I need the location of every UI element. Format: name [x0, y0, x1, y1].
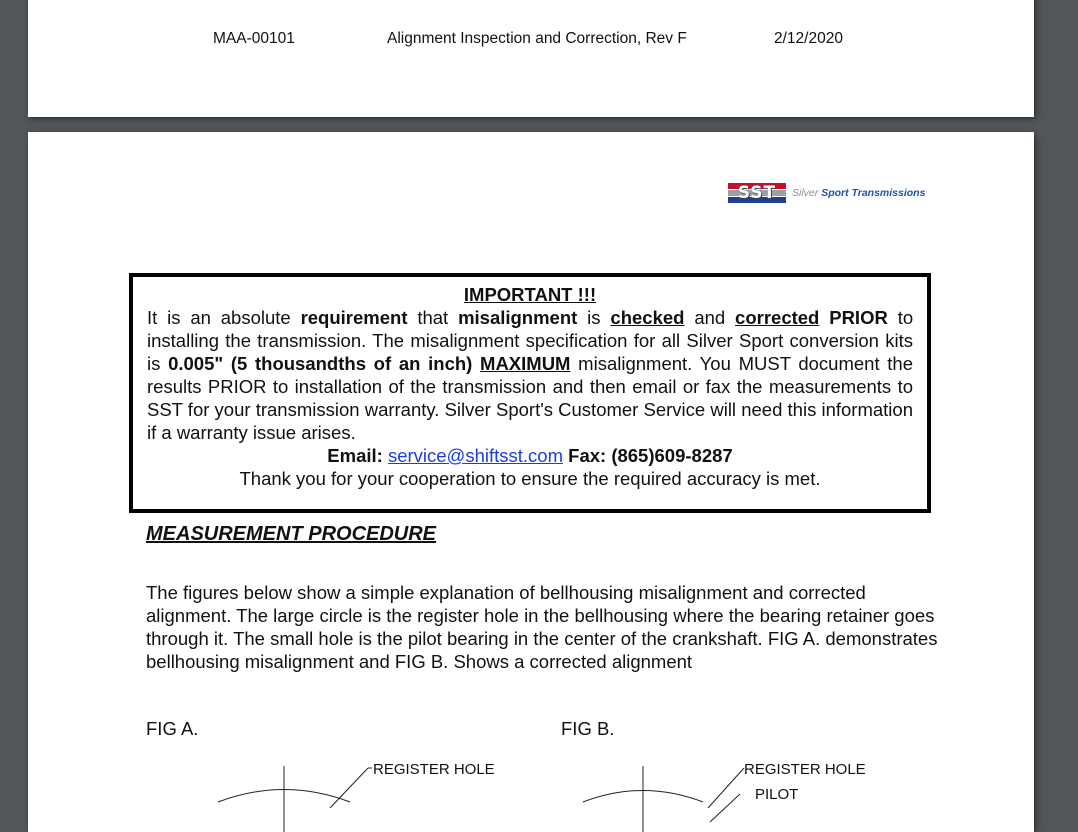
important-text: It is an absolute: [147, 307, 291, 328]
doc-date: 2/12/2020: [774, 30, 843, 47]
email-link[interactable]: service@shiftsst.com: [387, 445, 563, 466]
sst-logo-mark: [728, 183, 786, 203]
important-requirement: requirement: [300, 307, 408, 328]
important-text: to installing the transmission. The misalignment specification for all Silver Sport conversion kits is: [147, 307, 914, 374]
fig-b-pilot-callout: PILOT: [755, 786, 799, 803]
thank-you-line: Thank you for your cooperation to ensure the required accuracy is met.: [239, 468, 821, 489]
procedure-paragraph: The figures below show a simple explanation of bellhousing misalignment and corrected alignment. The large circle is the register hole in the bellhousing where the bearing retainer goes through it. The small hole is the pilot bearing in the center of the crankshaft. FIG A. demonstrates bellhousing misalignment and FIG B. Shows a corrected alignment: [146, 582, 938, 672]
logo-tagline-silver: Silver: [792, 187, 819, 199]
fig-b-leader-line-1: [708, 768, 744, 808]
important-title: IMPORTANT !!!: [463, 284, 597, 305]
fig-b-label: FIG B.: [561, 718, 615, 739]
important-corrected: corrected: [735, 307, 820, 328]
important-text: that: [417, 307, 449, 328]
important-body: [147, 306, 913, 444]
important-text: is: [587, 307, 601, 328]
important-notice-box: [129, 273, 931, 513]
important-checked: checked: [610, 307, 685, 328]
sst-logo-tagline: [792, 187, 925, 199]
important-prior: PRIOR: [829, 307, 888, 328]
contact-line: [147, 444, 913, 467]
doc-number: MAA-00101: [213, 30, 295, 47]
figure-diagrams: [28, 732, 1034, 832]
fax-number: Fax: (865)609-8287: [568, 445, 733, 466]
page-2: [28, 132, 1034, 832]
important-maximum: MAXIMUM: [480, 353, 571, 374]
doc-title: Alignment Inspection and Correction, Rev F: [387, 30, 687, 47]
fig-a-diagram: [218, 766, 372, 832]
important-text: misalignment. You MUST document the results PRIOR to installation of the transmission and then email or fax the measurements to SST for your transmission warranty. Silver Sport's Customer Service will need this information if a warranty issue arises.: [147, 353, 914, 443]
sst-logo-letters: SST: [737, 183, 777, 203]
fig-a-label: FIG A.: [146, 718, 199, 739]
section-heading: MEASUREMENT PROCEDURE: [146, 523, 437, 545]
fig-b-diagram: [583, 766, 744, 832]
sst-logo: [728, 182, 925, 204]
important-spec: 0.005" (5 thousandths of an inch): [168, 353, 473, 374]
important-text: and: [694, 307, 726, 328]
important-misalignment: misalignment: [458, 307, 578, 328]
fig-b-leader-line-2: [710, 794, 740, 822]
fig-a-register-callout: REGISTER HOLE: [373, 761, 495, 778]
page-1: [28, 0, 1034, 117]
email-label: Email:: [327, 445, 383, 466]
logo-tagline-rest: Sport Transmissions: [821, 187, 926, 199]
fig-b-register-callout: REGISTER HOLE: [744, 761, 866, 778]
